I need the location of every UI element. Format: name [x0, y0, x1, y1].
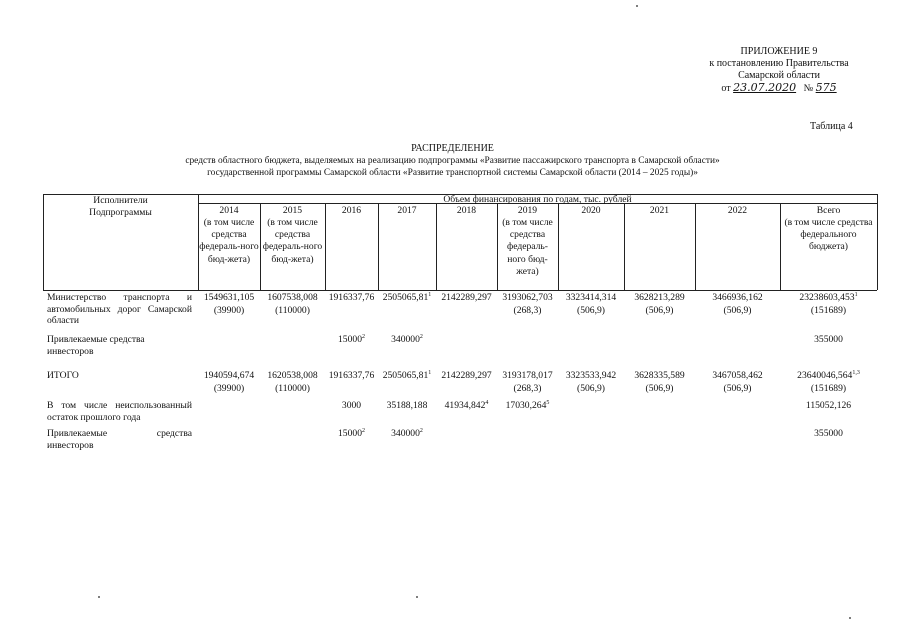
- table-cell-value: [497, 400, 558, 413]
- header-subprograms: Подпрограммы: [89, 207, 152, 218]
- table-cell-value: [378, 428, 436, 441]
- table-cell-value: [780, 428, 877, 441]
- appendix-block: [690, 46, 868, 95]
- year-subheader-2: (в том числе средства федераль-ного бюд-жета): [262, 217, 323, 265]
- table-cell-value: [260, 292, 325, 317]
- table-cell-value: [624, 370, 695, 395]
- cell-amount: 3193062,703: [502, 292, 553, 303]
- footnote-marker: 4: [485, 399, 489, 406]
- row-label: Привлекаемые средства инвесторов: [47, 334, 145, 357]
- appendix-date-line: [690, 82, 868, 95]
- table-cell-value: [325, 370, 378, 383]
- table-right-border: [877, 194, 878, 290]
- year-header-4: 2017: [397, 205, 417, 216]
- cell-federal-amount: (506,9): [577, 382, 605, 394]
- year-subheader-6: (в том числе средства федераль-ного бюд-жета): [502, 217, 553, 277]
- cell-federal-amount: (39900): [213, 304, 245, 316]
- cell-federal-amount: (506,9): [723, 304, 752, 316]
- cell-amount: 1916337,76: [328, 370, 375, 381]
- header-bottom-border: [43, 290, 877, 291]
- table-cell-value: [497, 292, 558, 317]
- table-cell-value: [378, 400, 436, 413]
- cell-amount: 23238603,453: [799, 292, 855, 303]
- year-header-2: 2015: [282, 205, 303, 216]
- table-cell-value: [558, 370, 624, 395]
- cell-amount: 35188,188: [386, 400, 428, 411]
- cell-amount: 15000: [338, 334, 362, 345]
- cell-amount: 340000: [391, 428, 420, 439]
- cell-federal-amount: (151689): [810, 304, 847, 316]
- scan-speck: [636, 5, 638, 7]
- document-subtitle-2: государственной программы Самарской области «Развитие транспортной системы Самарской области (2014 – 2025 годы)»: [207, 168, 698, 178]
- cell-amount: 340000: [391, 334, 420, 345]
- cell-federal-amount: (506,9): [723, 382, 752, 394]
- cell-amount: 1549631,105: [203, 292, 255, 303]
- footnote-marker: 1: [428, 291, 432, 298]
- cell-amount: 3628213,289: [634, 292, 685, 303]
- year-subheader-1: (в том числе средства федераль-ного бюд-жета): [199, 217, 259, 265]
- footnote-marker: 1,3: [852, 369, 860, 376]
- table-cell-value: [780, 370, 877, 395]
- table-cell-value: [378, 292, 436, 305]
- year-header-6: 2019: [517, 205, 538, 216]
- table-cell-value: [695, 370, 780, 395]
- table-cell-value: [436, 292, 497, 305]
- table-cell-value: [378, 334, 436, 347]
- cell-amount: 3323414,314: [565, 292, 617, 303]
- cell-amount: 3466936,162: [712, 292, 763, 303]
- table-cell-value: [325, 400, 378, 413]
- scan-speck: [98, 596, 100, 598]
- cell-federal-amount: (39900): [213, 382, 245, 394]
- cell-amount: 3467058,462: [712, 370, 763, 381]
- cell-federal-amount: (110000): [275, 382, 310, 394]
- document-subtitle-1: средств областного бюджета, выделяемых на реализацию подпрограммы «Развитие пассажирского транспорта в Самарской области»: [185, 156, 720, 166]
- table-cell-value: [378, 370, 436, 383]
- row-label: В том числе неиспользованный остаток прошлого года: [47, 400, 192, 423]
- table-cell-value: [695, 292, 780, 317]
- footnote-marker: 5: [546, 399, 550, 406]
- number-prefix: №: [803, 83, 814, 94]
- date-prefix: от: [721, 83, 731, 94]
- cell-federal-amount: (110000): [275, 304, 310, 316]
- row-label: Министерство транспорта и автомобильных дорог Самарской области: [47, 292, 192, 326]
- table-cell-value: [624, 292, 695, 317]
- cell-federal-amount: (506,9): [645, 382, 674, 394]
- table-cell-value: [325, 292, 378, 305]
- cell-amount: 3323533,942: [565, 370, 617, 381]
- table-cell-value: [436, 370, 497, 383]
- cell-amount: 41934,842: [444, 400, 486, 411]
- cell-federal-amount: (268,3): [513, 382, 542, 394]
- table-cell-value: [497, 370, 558, 395]
- header-executors: Исполнители: [93, 195, 148, 206]
- scan-speck: [849, 617, 851, 619]
- table-cell-value: [198, 292, 260, 317]
- cell-amount: 3193178,017: [502, 370, 553, 381]
- footnote-marker: 2: [419, 333, 423, 340]
- year-subheader-10: (в том числе средства федерального бюджета): [784, 217, 873, 253]
- appendix-title: ПРИЛОЖЕНИЕ 9: [740, 46, 818, 57]
- table-cell-value: [198, 370, 260, 395]
- row-label: ИТОГО: [47, 370, 79, 381]
- table-cell-value: [780, 334, 877, 347]
- footnote-marker: 2: [361, 427, 365, 434]
- year-header-7: 2020: [581, 205, 601, 216]
- cell-amount: 1940594,674: [203, 370, 255, 381]
- cell-federal-amount: (151689): [810, 382, 847, 394]
- cell-federal-amount: (268,3): [513, 304, 542, 316]
- cell-amount: 2505065,81: [382, 370, 429, 381]
- year-header-3: 2016: [341, 205, 362, 216]
- table-cell-value: [780, 400, 877, 413]
- year-header-9: 2022: [727, 205, 748, 216]
- table-cell-value: [325, 334, 378, 347]
- cell-amount: 3000: [341, 400, 362, 411]
- footnote-marker: 1: [428, 369, 432, 376]
- table-number: Таблица 4: [810, 121, 853, 132]
- cell-amount: 2505065,81: [382, 292, 429, 303]
- cell-amount: 2142289,297: [441, 370, 492, 381]
- table-cell-value: [325, 428, 378, 441]
- cell-amount: 23640046,564: [797, 370, 853, 381]
- year-header-1: 2014: [219, 205, 239, 216]
- footnote-marker: 2: [419, 427, 423, 434]
- cell-amount: 115052,126: [805, 400, 852, 411]
- cell-amount: 355000: [814, 334, 843, 345]
- cell-federal-amount: (506,9): [645, 304, 674, 316]
- year-header-8: 2021: [649, 205, 670, 216]
- cell-amount: 17030,264: [505, 400, 547, 411]
- appendix-decree: к постановлению Правительства: [709, 58, 849, 69]
- document-heading: РАСПРЕДЕЛЕНИЕ: [411, 143, 494, 154]
- cell-amount: 1620538,008: [267, 370, 318, 381]
- scan-speck: [416, 596, 418, 598]
- footnote-marker: 2: [361, 333, 365, 340]
- year-header-5: 2018: [456, 205, 477, 216]
- row-label: Привлекаемые средства инвесторов: [47, 428, 192, 451]
- appendix-region: Самарской области: [738, 70, 820, 81]
- handwritten-date: 23.07.2020: [733, 81, 797, 94]
- cell-amount: 1916337,76: [328, 292, 375, 303]
- year-header-10: Всего: [816, 205, 841, 216]
- header-financing: Объем финансирования по годам, тыс. рублей: [443, 194, 632, 205]
- cell-amount: 355000: [814, 428, 843, 439]
- table-cell-value: [436, 400, 497, 413]
- table-cell-value: [558, 292, 624, 317]
- table-cell-value: [780, 292, 877, 317]
- cell-amount: 3628335,589: [634, 370, 685, 381]
- footnote-marker: 1: [854, 291, 858, 298]
- cell-federal-amount: (506,9): [577, 304, 605, 316]
- cell-amount: 1607538,008: [267, 292, 318, 303]
- handwritten-number: 575: [815, 81, 837, 94]
- cell-amount: 15000: [338, 428, 362, 439]
- table-cell-value: [260, 370, 325, 395]
- cell-amount: 2142289,297: [441, 292, 492, 303]
